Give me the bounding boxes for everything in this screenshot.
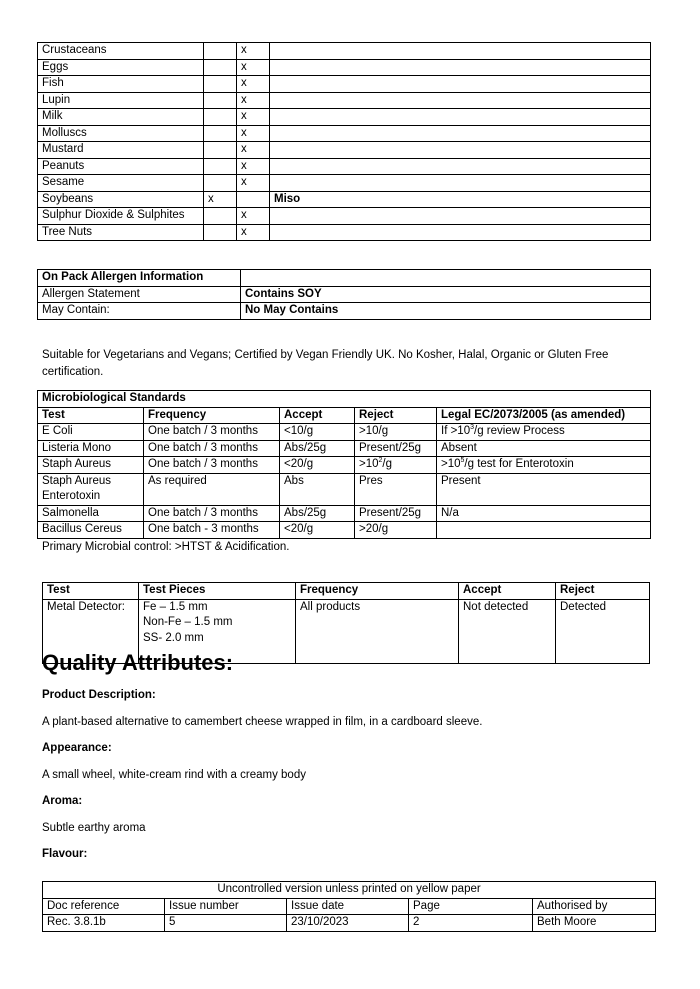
allergen-no-mark: x bbox=[237, 208, 270, 225]
micro-reject: Pres bbox=[355, 473, 437, 505]
allergen-no-mark bbox=[237, 191, 270, 208]
micro-legal bbox=[437, 440, 651, 457]
micro-legal bbox=[437, 473, 651, 505]
micro-legal-unit: /g test for Enterotoxin bbox=[464, 458, 574, 470]
allergen-no-mark: x bbox=[237, 142, 270, 159]
footer-header-page: Page bbox=[409, 898, 533, 915]
table-row bbox=[38, 125, 651, 142]
micro-frequency: One batch / 3 months bbox=[144, 505, 280, 522]
micro-legal-text: >10 bbox=[441, 458, 461, 470]
micro-reject-unit: /g bbox=[382, 458, 393, 470]
micro-legal-text: Present bbox=[441, 474, 481, 487]
metal-piece-nonfe: Non-Fe – 1.5 mm bbox=[143, 616, 233, 628]
suitability-text: Suitable for Vegetarians and Vegans; Certified by Vegan Friendly UK. No Kosher, Halal, Organic or Gluten Free certification. bbox=[42, 349, 609, 378]
aroma-text: Subtle earthy aroma bbox=[42, 822, 146, 834]
footer-doc-ref: Rec. 3.8.1b bbox=[43, 915, 165, 932]
allergen-yes-mark bbox=[204, 208, 237, 225]
micro-frequency: As required bbox=[144, 473, 280, 505]
allergen-note bbox=[270, 109, 651, 126]
allergen-note: Miso bbox=[270, 191, 651, 208]
micro-test: Listeria Mono bbox=[38, 440, 144, 457]
allergen-yes-mark bbox=[204, 92, 237, 109]
micro-table bbox=[37, 390, 651, 539]
allergen-no-mark: x bbox=[237, 43, 270, 60]
micro-legal bbox=[437, 505, 651, 522]
micro-legal-superscript: 5 bbox=[460, 457, 465, 465]
metal-header-accept: Accept bbox=[459, 583, 556, 600]
allergen-name: Crustaceans bbox=[38, 43, 204, 60]
micro-footnote: Primary Microbial control: >HTST & Acidification. bbox=[42, 541, 290, 553]
table-row bbox=[38, 59, 651, 76]
allergen-name: Soybeans bbox=[38, 191, 204, 208]
micro-test: E Coli bbox=[38, 424, 144, 441]
footer-issue-number: 5 bbox=[165, 915, 287, 932]
table-row bbox=[38, 43, 651, 60]
micro-accept: <10/g bbox=[280, 424, 355, 441]
micro-legal bbox=[437, 424, 651, 441]
allergen-yes-mark bbox=[204, 109, 237, 126]
allergen-yes-mark bbox=[204, 175, 237, 192]
micro-test: Bacillus Cereus bbox=[38, 522, 144, 539]
micro-accept: <20/g bbox=[280, 522, 355, 539]
table-row bbox=[38, 522, 651, 539]
allergen-name: Peanuts bbox=[38, 158, 204, 175]
table-row bbox=[38, 92, 651, 109]
metal-accept: Not detected bbox=[459, 599, 556, 663]
micro-test: Staph Aureus Enterotoxin bbox=[38, 473, 144, 505]
allergen-yes-mark: x bbox=[204, 191, 237, 208]
footer-header-issue-date: Issue date bbox=[287, 898, 409, 915]
allergen-name: Sulphur Dioxide & Sulphites bbox=[38, 208, 204, 225]
metal-piece-ss: SS- 2.0 mm bbox=[143, 631, 204, 644]
metal-header-reject: Reject bbox=[556, 583, 650, 600]
micro-reject: >10/g bbox=[355, 424, 437, 441]
micro-frequency: One batch / 3 months bbox=[144, 440, 280, 457]
metal-reject: Detected bbox=[556, 599, 650, 663]
footer-authorised-by: Beth Moore bbox=[533, 915, 656, 932]
metal-test: Metal Detector: bbox=[43, 599, 139, 663]
table-row bbox=[38, 424, 651, 441]
micro-reject-text: >10 bbox=[359, 458, 379, 470]
allergen-yes-mark bbox=[204, 59, 237, 76]
table-row bbox=[38, 142, 651, 159]
allergen-no-mark: x bbox=[237, 76, 270, 93]
product-description-text: A plant-based alternative to camembert cheese wrapped in film, in a cardboard sleeve. bbox=[42, 716, 483, 728]
allergen-note bbox=[270, 43, 651, 60]
table-row bbox=[38, 505, 651, 522]
allergen-note bbox=[270, 59, 651, 76]
table-row bbox=[38, 208, 651, 225]
allergen-yes-mark bbox=[204, 158, 237, 175]
appearance-text: A small wheel, white-cream rind with a creamy body bbox=[42, 769, 306, 781]
footer-notice: Uncontrolled version unless printed on yellow paper bbox=[43, 882, 656, 899]
metal-header-pieces: Test Pieces bbox=[139, 583, 296, 600]
appearance-label: Appearance: bbox=[42, 742, 112, 754]
table-row bbox=[38, 191, 651, 208]
table-row bbox=[38, 457, 651, 474]
micro-header-reject: Reject bbox=[355, 407, 437, 424]
micro-accept: Abs/25g bbox=[280, 505, 355, 522]
document-footer-table bbox=[42, 881, 656, 932]
micro-header-frequency: Frequency bbox=[144, 407, 280, 424]
metal-frequency: All products bbox=[296, 599, 459, 663]
allergen-table bbox=[37, 42, 651, 241]
micro-accept: Abs/25g bbox=[280, 440, 355, 457]
table-row bbox=[38, 109, 651, 126]
micro-accept: Abs bbox=[280, 473, 355, 505]
flavour-label: Flavour: bbox=[42, 848, 88, 860]
allergen-note bbox=[270, 125, 651, 142]
table-row bbox=[38, 76, 651, 93]
allergen-statement-value: Contains SOY bbox=[241, 286, 651, 303]
allergen-no-mark: x bbox=[237, 109, 270, 126]
allergen-no-mark: x bbox=[237, 125, 270, 142]
allergen-statement-label: Allergen Statement bbox=[38, 286, 241, 303]
allergen-note bbox=[270, 175, 651, 192]
micro-legal bbox=[437, 457, 651, 474]
product-description-label: Product Description: bbox=[42, 689, 156, 701]
metal-piece-fe: Fe – 1.5 mm bbox=[143, 600, 208, 613]
allergen-note bbox=[270, 92, 651, 109]
allergen-name: Mustard bbox=[38, 142, 204, 159]
allergen-note bbox=[270, 76, 651, 93]
allergen-name: Molluscs bbox=[38, 125, 204, 142]
table-row bbox=[38, 158, 651, 175]
allergen-no-mark: x bbox=[237, 158, 270, 175]
allergen-name: Eggs bbox=[38, 59, 204, 76]
micro-test: Salmonella bbox=[38, 505, 144, 522]
quality-heading: Quality Attributes: bbox=[42, 650, 234, 675]
footer-page: 2 bbox=[409, 915, 533, 932]
allergen-name: Sesame bbox=[38, 175, 204, 192]
micro-legal-unit: /g review Process bbox=[474, 425, 565, 437]
allergen-note bbox=[270, 224, 651, 241]
table-row bbox=[38, 175, 651, 192]
micro-frequency: One batch / 3 months bbox=[144, 457, 280, 474]
allergen-note bbox=[270, 208, 651, 225]
micro-reject: >20/g bbox=[355, 522, 437, 539]
allergen-no-mark: x bbox=[237, 175, 270, 192]
micro-reject: Present/25g bbox=[355, 505, 437, 522]
micro-reject: Present/25g bbox=[355, 440, 437, 457]
allergen-yes-mark bbox=[204, 224, 237, 241]
allergen-note bbox=[270, 158, 651, 175]
micro-accept: <20/g bbox=[280, 457, 355, 474]
may-contain-value: No May Contains bbox=[241, 303, 651, 320]
may-contain-label: May Contain: bbox=[38, 303, 241, 320]
micro-legal-text: If >10 bbox=[441, 425, 471, 437]
allergen-yes-mark bbox=[204, 43, 237, 60]
allergen-name: Lupin bbox=[38, 92, 204, 109]
micro-header-legal: Legal EC/2073/2005 (as amended) bbox=[437, 407, 651, 424]
table-row bbox=[38, 224, 651, 241]
allergen-name: Fish bbox=[38, 76, 204, 93]
on-pack-header: On Pack Allergen Information bbox=[38, 270, 241, 287]
micro-title: Microbiological Standards bbox=[38, 391, 651, 408]
micro-legal bbox=[437, 522, 651, 539]
metal-header-frequency: Frequency bbox=[296, 583, 459, 600]
metal-header-test: Test bbox=[43, 583, 139, 600]
aroma-label: Aroma: bbox=[42, 795, 83, 807]
micro-frequency: One batch - 3 months bbox=[144, 522, 280, 539]
micro-reject bbox=[355, 457, 437, 474]
allergen-yes-mark bbox=[204, 76, 237, 93]
allergen-no-mark: x bbox=[237, 224, 270, 241]
on-pack-allergen-table bbox=[37, 269, 651, 320]
allergen-no-mark: x bbox=[237, 59, 270, 76]
table-row bbox=[38, 440, 651, 457]
micro-legal-text: N/a bbox=[441, 506, 459, 519]
micro-test: Staph Aureus bbox=[38, 457, 144, 474]
allergen-yes-mark bbox=[204, 142, 237, 159]
micro-frequency: One batch / 3 months bbox=[144, 424, 280, 441]
micro-reject-superscript: 2 bbox=[378, 457, 383, 465]
micro-header-accept: Accept bbox=[280, 407, 355, 424]
micro-legal-text: Absent bbox=[441, 441, 477, 454]
allergen-no-mark: x bbox=[237, 92, 270, 109]
footer-issue-date: 23/10/2023 bbox=[287, 915, 409, 932]
footer-header-issue-number: Issue number bbox=[165, 898, 287, 915]
footer-header-authorised-by: Authorised by bbox=[533, 898, 656, 915]
micro-header-test: Test bbox=[38, 407, 144, 424]
allergen-name: Tree Nuts bbox=[38, 224, 204, 241]
allergen-name: Milk bbox=[38, 109, 204, 126]
table-row bbox=[38, 473, 651, 505]
micro-legal-superscript: 3 bbox=[470, 424, 474, 432]
allergen-yes-mark bbox=[204, 125, 237, 142]
footer-header-doc-ref: Doc reference bbox=[43, 898, 165, 915]
allergen-note bbox=[270, 142, 651, 159]
